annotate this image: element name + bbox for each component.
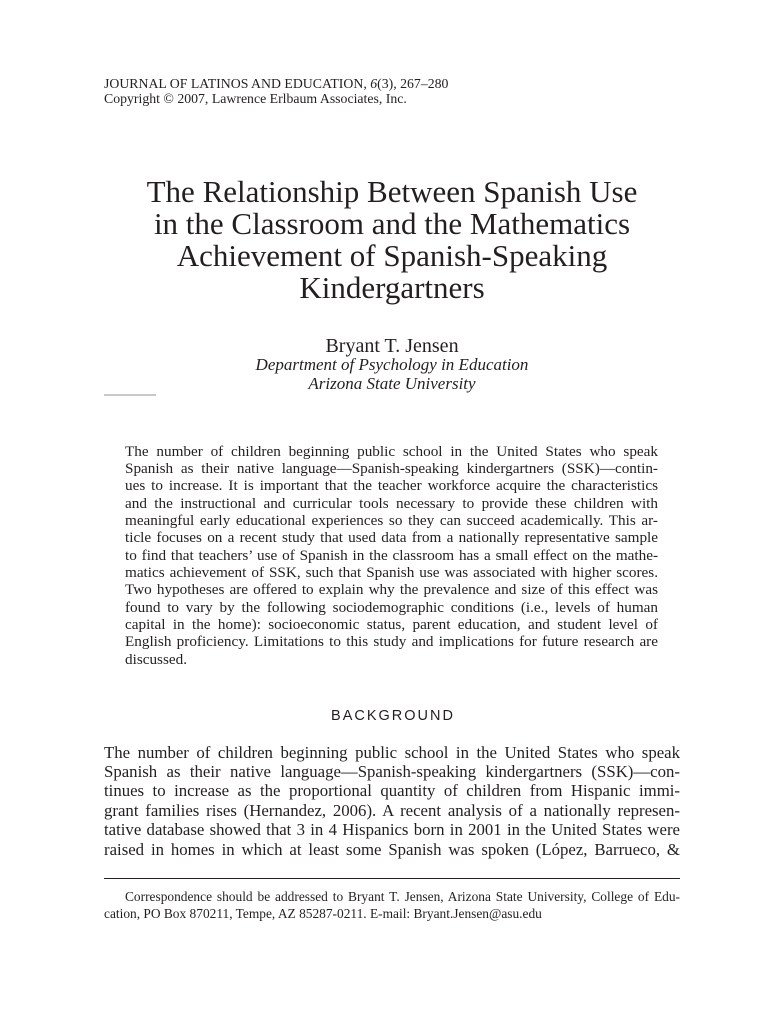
abstract-line: and the instructional and curricular tools necessary to provide these children with <box>125 494 658 512</box>
title-line: Kindergartners <box>299 270 485 305</box>
author-name: Bryant T. Jensen <box>325 335 459 357</box>
copyright-line: Copyright © 2007, Lawrence Erlbaum Associates, Inc. <box>104 91 407 106</box>
journal-volume: 6 <box>370 76 378 91</box>
abstract <box>125 443 658 668</box>
abstract-line: matics achievement of SSK, such that Spanish use was associated with higher scores. <box>125 563 658 581</box>
abstract-line: English proficiency. Limitations to this study and implications for future research are <box>125 633 658 651</box>
section-heading: BACKGROUND <box>331 708 455 724</box>
journal-name: JOURNAL OF LATINOS AND EDUCATION, <box>104 76 371 91</box>
abstract-line: Two hypotheses are offered to explain why the prevalence and size of this effect was <box>125 581 658 599</box>
author-department: Department of Psychology in Education <box>255 355 529 374</box>
abstract-line: ticle focuses on a recent study that used data from a nationally representative sample <box>125 529 658 547</box>
article-title <box>104 176 680 304</box>
running-header <box>104 76 680 106</box>
body-text <box>104 743 680 859</box>
title-line: in the Classroom and the Mathematics <box>153 206 631 241</box>
body-line: raised in homes in which at least some Spanish was spoken (López, Barrueco, & <box>104 839 680 859</box>
scan-artifact-mark <box>104 394 156 396</box>
title-line: Achievement of Spanish-Speaking <box>176 238 608 273</box>
footnote-rule <box>104 878 680 879</box>
abstract-line: capital in the home): socioeconomic status, parent education, and student level of <box>125 615 658 633</box>
body-line: tative database showed that 3 in 4 Hispanics born in 2001 in the United States were <box>104 820 680 840</box>
footnote-line: Correspondence should be addressed to Bryant T. Jensen, Arizona State University, College of Edu- <box>125 888 680 904</box>
abstract-line: to find that teachers’ use of Spanish in the classroom has a small effect on the mathe- <box>125 546 658 564</box>
author-affiliation: Arizona State University <box>308 374 476 393</box>
body-line: The number of children beginning public school in the United States who speak <box>104 742 680 762</box>
journal-issue-pages: (3), 267–280 <box>377 76 449 91</box>
abstract-line: discussed. <box>125 650 188 668</box>
abstract-line: The number of children beginning public school in the United States who speak <box>125 442 658 460</box>
body-line: tinues to increase as the proportional quantity of children from Hispanic immi- <box>104 781 680 801</box>
author-affiliation-block <box>104 355 680 393</box>
title-line: The Relationship Between Spanish Use <box>146 174 638 209</box>
abstract-line: ues to increase. It is important that the teacher workforce acquire the characteristics <box>125 477 658 495</box>
footnote <box>104 888 680 922</box>
abstract-line: meaningful early educational experiences so they can succeed academically. This ar- <box>125 511 658 529</box>
footnote-line: cation, PO Box 870211, Tempe, AZ 85287-0211. E-mail: Bryant.Jensen@asu.edu <box>104 905 542 921</box>
abstract-line: Spanish as their native language—Spanish-speaking kindergartners (SSK)—contin- <box>125 459 658 477</box>
body-line: Spanish as their native language—Spanish-speaking kindergartners (SSK)—con- <box>104 761 680 781</box>
journal-citation <box>104 76 680 91</box>
body-line: grant families rises (Hernandez, 2006). A recent analysis of a nationally represen- <box>104 800 680 820</box>
abstract-line: found to vary by the following sociodemographic conditions (i.e., levels of human <box>125 598 658 616</box>
